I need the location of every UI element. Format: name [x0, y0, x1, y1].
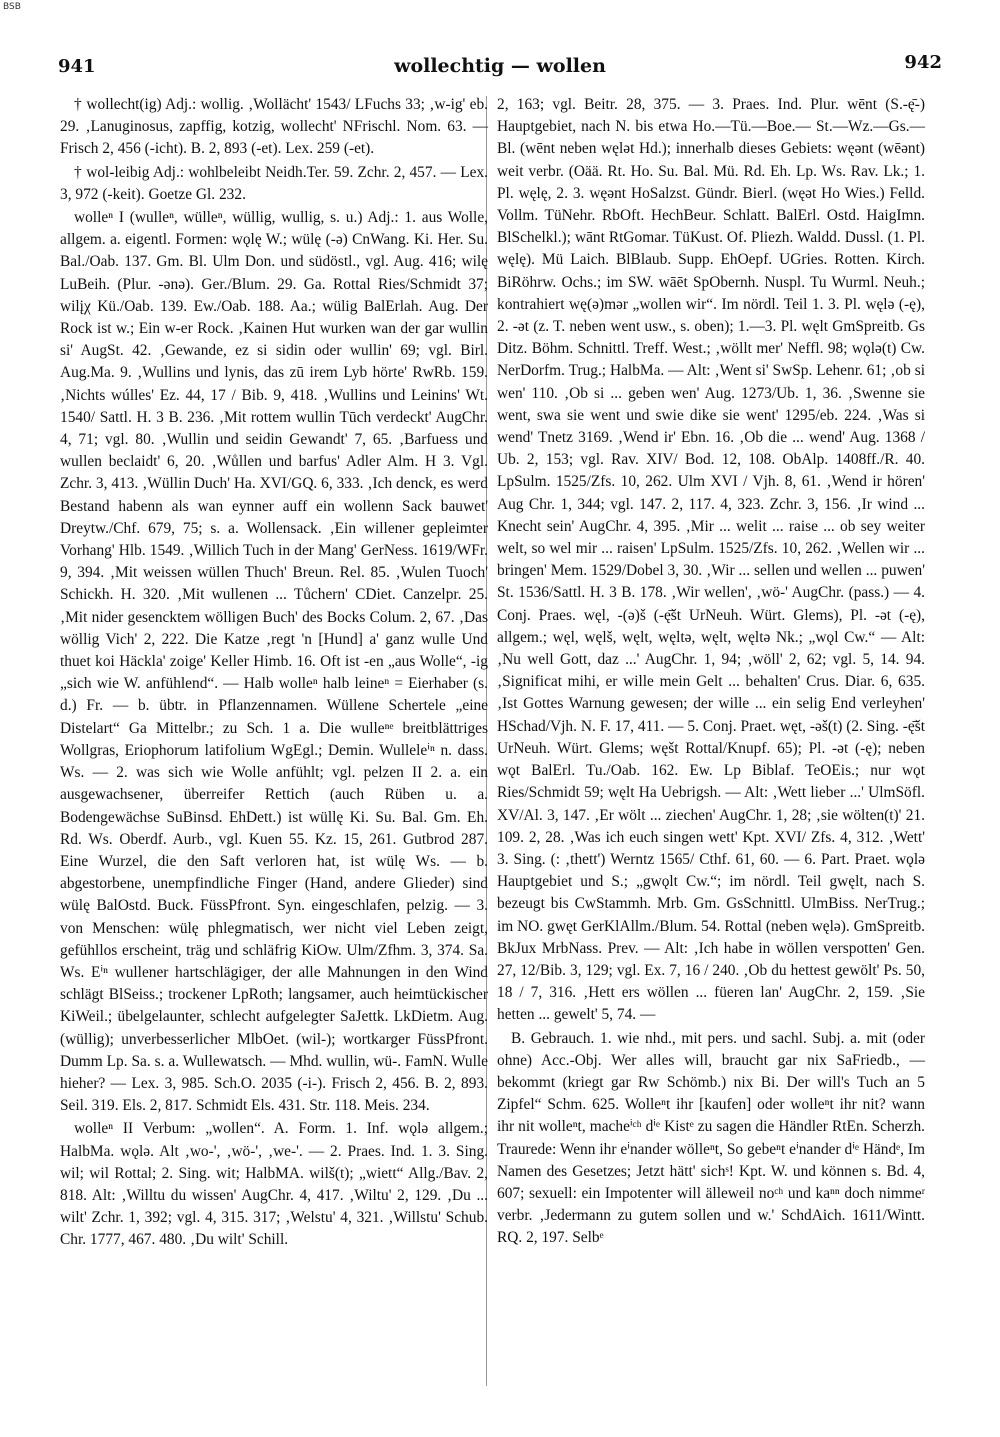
page-number-right: 942	[904, 52, 942, 73]
running-title: wollechtig — wollen	[394, 55, 606, 77]
left-column	[60, 94, 488, 1253]
entry-wollen-verb-continued: 2, 163; vgl. Beitr. 28, 375. — 3. Praes. Ind. Plur. wēnt (S.-ę̄-) Hauptgebiet, nach N. bis etwa Ho.—Tü.—Boe.— St.—Wz.—Gs.—Bl. (wēnt neben węlət Hd.); innerhalb dieses Gebiets: węənt (wēənt) weit verbr. (Oää. Rt. Ho. Su. Bal. Mü. Rd. Eh. Lp. Ws. Rav. Lk.; 1. Pl. węlę, 2. 3. węənt HoSalzst. Gündr. Bierl. (węət Ho Wies.) Felld. Vollm. TüNehr. RbOft. HechBeur. Schlatt. BalErl. Ostd. HaigImn. BlSchelkl.); wānt RtGomar. TüKust. Of. Pliezh. Waldd. Dussl. (1. Pl. węlę). Mü Laich. BlBlaub. Supp. EhOepf. UGries. Rotten. Kirch. BiRöhrw. Ochs.; im SW. wāēt SpObernh. Nuspl. Tu Wurml. Neuh.; kontrahiert wę(ə)mər „wollen wir“. Im nördl. Teil 1. 3. Pl. węlə (-ę), 2. -ət (z. T. neben went usw., s. oben); 1.—3. Pl. węlt GmSpreitb. Gs Ditz. Böhm. Schnittl. Treff. West.; ‚wöllt mer' Neffl. 98; wǫlə(t) Cw. NerDorfm. Trug.; HalbMa. — Alt: ‚Went si' SwSp. Lehenr. 61; ‚ob si wen' 110. ‚Ob si ... geben wen' Aug. 1273/Ub. 1, 36. ‚Swenne sie went, swa sie went und swie dike sie went' 1295/eb. 224. ‚Was si wend' Tnetz 3169. ‚Wend ir' Ebn. 16. ‚Ob die ... wend' Aug. 1368 / Ub. 2, 153; vgl. Rav. XIV/ Bod. 12, 108. ObAlp. 1408ff./R. 40. LpSulm. 1525/Zfs. 10, 262. Ulm XVI / Vjh. 8, 61. ‚Wend ir hören' Aug Chr. 1, 344; vgl. 147. 2, 117. 4, 323. Zchr. 3, 156. ‚Ir wind ... Knecht sein' AugChr. 4, 395. ‚Mir ... welit ... raise ... ob sey weiter welt, so wel mir ... raisen' LpSulm. 1525/Zfs. 10, 262. ‚Wellen wir ... bringen' Mem. 1529/Dobel 3, 30. ‚Wir ... sellen und wellen ... puwen' St. 1536/Sattl. H. 3 B. 178. ‚Wir wellen', ‚wö-' AugChr. (pass.) — 4. Conj. Praes. węl, -(ə)š (-ę̄št UrNeuh. Würt. Glems), Pl. -ət (-ę), allgem.; węl, węlš, węlt, węltə, węlt, węltə Nk.; „wǫl Cw.“ — Alt: ‚Nu well Gott, daz ...' AugChr. 1, 94; ‚wöll' 2, 62; vgl. 5, 14. 94. ‚Significat mihi, er wille mein Gelt ... behalten' Crus. Diar. 6, 635. ‚Ist Gottes Warnung gewesen; der wille ... ein selig End verleyhen' HSchad/Vjh. N. F. 17, 411. — 5. Conj. Praet. węt, -əš(t) (2. Sing. -ę̄št UrNeuh. Würt. Glems; węšt Rottal/Knupf. 65); Pl. -ət (-ę); neben wǫt BalErl. Tu./Oab. 162. Ew. Lp Biblaf. TeOEis.; nur wǫt Ries/Schmidt 59; węlt Ha Uebrigsh. — Alt: ‚Wett lieber ...' UlmSöfl. XV/Al. 3, 147. ‚Er wölt ... ziechen' AugChr. 1, 28; ‚sie wölten(t)' 21. 109. 2, 28. ‚Was ich euch singen wett' Kpt. XVI/ Zfs. 4, 312. ‚Wett' 3. Sing. (: ‚thett') Werntz 1565/ Cthf. 61, 60. — 6. Part. Praet. wǫlə Hauptgebiet und S.; „gwǫlt Cw.“; im nördl. Teil gwęlt, nach S. bezeugt bis CwStammh. Mrb. Gm. GsSchnittl. UlmBiss. NerTrug.; im NO. gwęt GerKlAllm./Blum. 54. Rottal (neben węlə). GmSpreitb. BkJux MrbNass. Prev. — Alt: ‚Ich habe in wöllen verspotten' Gen. 27, 12/Bib. 3, 129; vgl. Ex. 7, 16 / 240. ‚Ob du hettest gewölt' Ps. 50, 18 / 7, 316. ‚Hett ers wöllen ... füeren lan' AugChr. 2, 159. ‚Sie hetten ... gewelt' 5, 74. —	[497, 96, 925, 1024]
page-header	[58, 54, 942, 84]
entry-wollechtig: † wollecht(ig) Adj.: wollig. ‚Wollächt' 1543/ LFuchs 33; ‚w-ig' eb. 29. ‚Lanuginosus, zapffig, kotzig, wollecht' NFrischl. Nom. 63. — Frisch 2, 456 (-icht). B. 2, 893 (-et). Lex. 259 (-et).	[60, 96, 488, 158]
page-number-left: 941	[58, 56, 96, 77]
entry-wollen-adjective: wolleⁿ I (wulleⁿ, wülleⁿ, wüllig, wullig, s. u.) Adj.: 1. aus Wolle, allgem. a. eigentl. Formen: wǫlę W.; wülę (-ə) CnWang. Ki. Her. Su. Bal./Oab. 137. Gm. Bl. Ulm Don. und südöstl., vgl. Aug. 416; wilę LuBeih. (Plur. -ənə). Ger./Blum. 29. Ga. Rottal Ries/Schmidt 37; wilįχ Kü./Oab. 139. Ew./Oab. 188. Aa.; wülig BalErlah. Aug. Der Rock ist w.; Ein w-er Rock. ‚Kainen Hut wurken wan der gar wullin si' AugSt. 42. ‚Gewande, ez si sidin oder wullin' 69; vgl. Birl. Aug.Ma. 9. ‚Wullins und lynis, das zū irem Lyb hörte' RwRb. 159. ‚Nichts wúlles' Ez. 44, 17 / Bib. 9, 418. ‚Wullins und Leinins' Wt. 1540/ Sattl. H. 3 B. 236. ‚Mit rottem wullin Tūch verdeckt' AugChr. 4, 71; vgl. 80. ‚Wullin und seidin Gewandt' 7, 65. ‚Barfuess und wullen beclaidt' 6, 20. ‚Wůllen und barfus' Adler Alm. H 3. Vgl. Zchr. 3, 413. ‚Wüllin Duch' Ha. XVI/GQ. 6, 333. ‚Ich denck, es werd Bestand habenn als wan eynner auff ein wollenn Sack bauwet' Dreytw./Chf. 679, 75; s. a. Wollensack. ‚Ein willener gepleimter Vorhang' Hlb. 1549. ‚Willich Tuch in der Mang' GerNess. 1619/WFr. 9, 394. ‚Mit weissen wüllen Thuch' Breun. Rel. 85. ‚Wulen Tuoch' Schickh. H. 320. ‚Mit wullenen ... Tůchern' CDiet. Canzelpr. 25. ‚Mit nider gesencktem wölligen Buch' des Bocks Colum. 2, 67. ‚Das wöllig Vich' 2, 222. Die Katze ‚regt 'n [Hund] a' ganz wulle Und thuet koi Häckla' zoige' Keller Himb. 16. Oft ist -en „aus Wolle“, -ig „sich wie W. anfühlend“. — Halb wolleⁿ halb leineⁿ = Eierhaber (s. d.) Fr. — b. übtr. in Pflanzennamen. Wüllene Schertele „eine Distelart“ Ga Mittelbr.; zu Sch. 1 a. Die wulleⁿᵉ breitblättriges Wollgras, Eriophorum latifolium WgEgl.; Demin. Wulleleⁱⁿ n. dass. Ws. — 2. was sich wie Wolle anfühlt; vgl. pelzen II 2. a. ein ausgewachsener, überreifer Rettich (auch Rüben u. a. Bodengewächse SuBinsd. EhDett.) ist wüllę Ki. Su. Bal. Gm. Eh. Rd. Ws. Oberdf. Aurb., vgl. Kuen 55. Kz. 15, 261. Gutbrod 287. Eine Wurzel, die den Saft verloren hat, ist wülę Ws. — b. abgestorbene, unempfindliche Finger (Hand, andere Glieder) sind wülę BalOstd. Buck. FüssPfront. Syn. eingeschlafen, pelzig. — 3. von Menschen: wülę phlegmatisch, wer nicht viel Leben zeigt, gefühllos erscheint, träg und schläfrig KiOw. Ulm/Zfhm. 3, 374. Sa. Ws. Eⁱⁿ wullener hartschlägiger, der alle Mahnungen in den Wind schlägt BlSeiss.; trockener LpRoth; langsamer, auch heimtückischer KiWeil.; übelgelaunter, schlecht aufgelegter SaJettk. LkDietm. Aug. (wüllig); unverbesserlicher MlbOet. (wil-); wortkarger FüssPfront. Dumm Lp. Sa. s. a. Wullewatsch. — Mhd. wullin, wü-. FamN. Wulle hieher? — Lex. 3, 985. Sch.O. 2035 (-i-). Frisch 2, 456. B. 2, 893. Seil. 319. Els. 2, 817. Schmidt Els. 431. Str. 118. Meis. 234.	[60, 209, 488, 1115]
entry-wollen-usage: B. Gebrauch. 1. wie nhd., mit pers. und sachl. Subj. a. mit (oder ohne) Acc.-Obj. Wer alles will, braucht gar nix SaFriedb., — bekommt (kriegt gar Rw Schömb.) nix Bi. Der will's Tuch an 5 Zipfel“ Schm. 625. Wolleⁿt ihr [kaufen] oder wolleⁿt ihr nit? wann ihr nit wolleⁿt, macheⁱᶜʰ dⁱᵉ Kistᵉ zu sagen die Händler RtEn. Scherzh. Traurede: Wenn ihr eⁱnander wölleⁿt, So gebeⁿt eⁱnander dⁱᵉ Händᵉ, Im Namen des Gesetzes; Jetzt hätt' sichˢ! Kpt. W. und können s. Bd. 4, 607; sexuell: ein Impotenter will älleweil noᶜʰ und kaⁿⁿ doch nimmeʳ verbr. ‚Jedermann zu gutem sollen und w.' SchdAich. 1611/Wintt. RQ. 2, 197. Selbᵉ	[497, 1029, 925, 1247]
entry-wolleibig: † wol-leibig Adj.: wohlbeleibt Neidh.Ter. 59. Zchr. 2, 457. — Lex. 3, 972 (-keit). Goetze Gl. 232.	[60, 163, 488, 203]
library-mark: BSB	[3, 2, 21, 12]
entry-wollen-verb: wolleⁿ II Verbum: „wollen“. A. Form. 1. Inf. wǫlə allgem.; HalbMa. wǫlə. Alt ‚wo-', ‚wö-', ‚we-'. — 2. Praes. Ind. 1. 3. Sing. wil; wil Rottal; 2. Sing. wit; HalbMA. wilš(t); „wiett“ Allg./Bav. 2, 818. Alt: ‚Willtu du wissen' AugChr. 4, 417. ‚Wiltu' 2, 129. ‚Du ... wilt' Zchr. 1, 392; vgl. 4, 315. 317; ‚Welstu' 4, 321. ‚Willstu' Schub. Chr. 1777, 467. 480. ‚Du wilt' Schill.	[60, 1120, 488, 1249]
right-column	[497, 94, 925, 1251]
